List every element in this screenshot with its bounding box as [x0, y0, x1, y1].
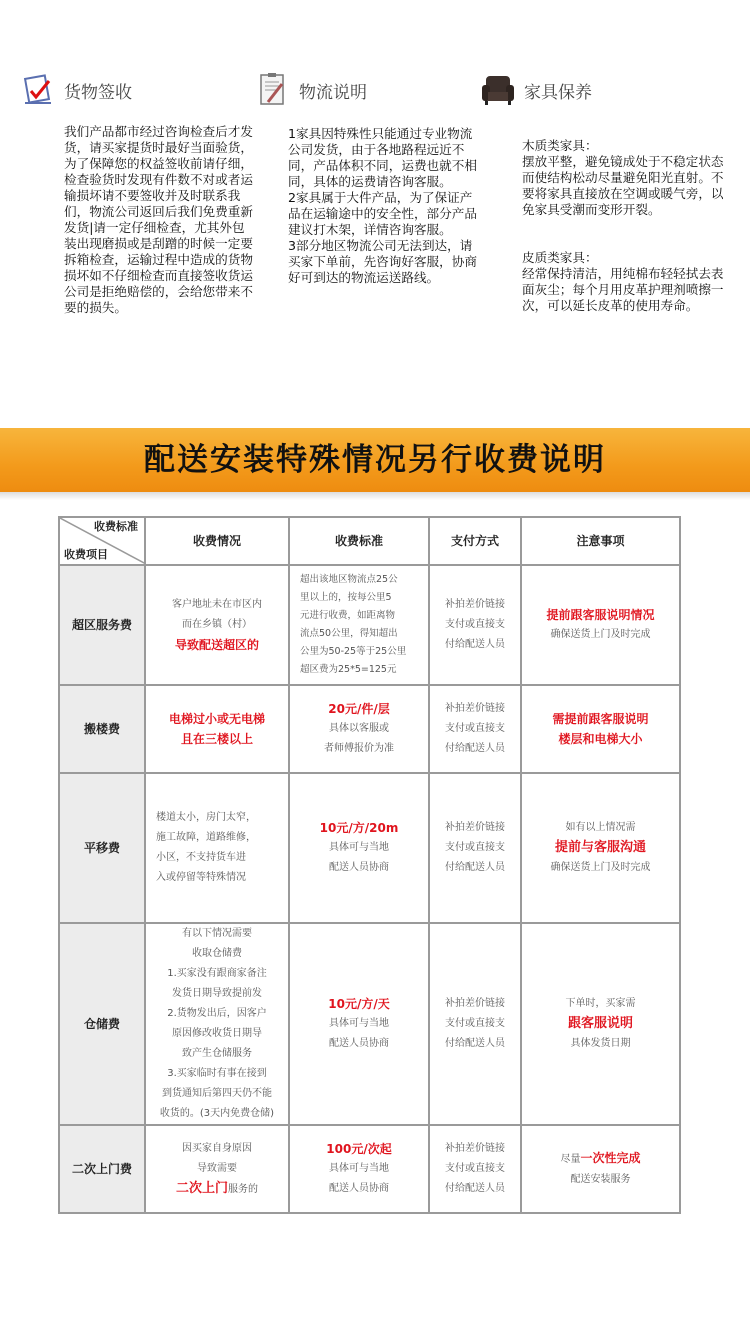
situation-line: 原因修改收货日期导 — [172, 1028, 262, 1039]
situation-line: 入或停留等特殊情况 — [156, 872, 246, 883]
standard-line: 公里为50-25等于25公里 — [300, 646, 407, 657]
situation-cell — [145, 773, 289, 923]
standard-cell — [289, 685, 429, 773]
section-body: 我们产品都市经过咨询检查后才发货，请买家提货时最好当面验货，为了保障您的权益签收前请仔细，检查验货时发现有件数不对或者运输损坏请不要签收并及时联系我们，物流公司返回后我们免费重新发货|请一定仔细检查，尤其外包装出现磨损或是刮蹭的时候一定要拆箱检查，运输过程中造成的货物损坏如不仔细检查而直接签收货运公司是拒绝赔偿的，会给您带来不要的损失。 — [64, 124, 253, 315]
situation-line: 楼道太小，房门太窄， — [156, 812, 256, 823]
row-name: 超区服务费 — [59, 565, 145, 685]
situation-line: 而在乡镇（村） — [182, 619, 252, 630]
table-row — [59, 923, 680, 1125]
note-highlight: 一次性完成 — [580, 1151, 641, 1165]
payment-line: 支付或直接支 — [445, 1163, 505, 1174]
standard-line: 超出该地区物流点25公 — [300, 574, 398, 585]
situation-suffix: 服务的 — [228, 1183, 258, 1195]
standard-highlight: 100元/次起 — [326, 1142, 392, 1156]
payment-line: 付给配送人员 — [445, 862, 505, 873]
standard-highlight: 10元/方/天 — [328, 997, 390, 1011]
standard-highlight: 10元/方/20m — [319, 821, 399, 835]
situation-line-mixed — [146, 1179, 288, 1200]
header-note: 注意事项 — [521, 517, 680, 565]
section-body: 1家具因特殊性只能通过专业物流公司发货，由于各地路程远近不同，产品体积不同，运费也就不相同，具体的运费请咨询客服。 2家具属于大件产品，为了保证产品在运输途中的安全性，部分产品建议打木架，详情咨询客服。 3部分地区物流公司无法到达，请买家下单前，先咨询好客服，协商好可到达的物流运送路线。 — [288, 126, 477, 285]
note-cell — [521, 565, 680, 685]
situation-line: 有以下情况需要 — [182, 928, 252, 939]
standard-line: 配送人员协商 — [329, 862, 389, 873]
note-prefix: 尽量 — [560, 1154, 581, 1165]
table-row — [59, 1125, 680, 1213]
standard-line: 流点50公里，得知超出 — [300, 628, 398, 639]
payment-line: 支付或直接支 — [445, 1018, 505, 1029]
note-cell — [521, 685, 680, 773]
payment-cell — [429, 1125, 521, 1213]
situation-line: 3.买家临时有事在接到 — [167, 1068, 267, 1079]
payment-line: 付给配送人员 — [445, 743, 505, 754]
section-title: 物流说明 — [299, 82, 367, 103]
row-name: 仓储费 — [59, 923, 145, 1125]
situation-line: 因买家自身原因 — [182, 1142, 252, 1154]
row-name: 平移费 — [59, 773, 145, 923]
payment-line: 付给配送人员 — [445, 639, 505, 650]
standard-cell — [289, 773, 429, 923]
situation-line: 导致需要 — [197, 1162, 237, 1174]
situation-highlight: 电梯过小或无电梯 — [168, 712, 265, 726]
row-name: 搬楼费 — [59, 685, 145, 773]
standard-cell — [289, 565, 429, 685]
leather-care-text: 皮质类家具： 经常保持清洁，用纯棉布轻轻拭去表面灰尘；每个月用皮革护理剂喷擦一次，可以延长皮革的使用寿命。 — [522, 250, 724, 313]
row-name: 二次上门费 — [59, 1125, 145, 1213]
payment-line: 支付或直接支 — [445, 723, 505, 734]
armchair-icon — [480, 72, 516, 108]
situation-cell — [145, 685, 289, 773]
payment-line: 补拍差价链接 — [445, 599, 505, 610]
table-header-row — [59, 517, 680, 565]
clipboard-check-icon — [20, 72, 56, 108]
note-highlight: 楼层和电梯大小 — [558, 732, 643, 746]
table-row — [59, 685, 680, 773]
section-body — [480, 122, 732, 346]
payment-cell — [429, 773, 521, 923]
standard-line: 配送人员协商 — [329, 1038, 389, 1049]
standard-line: 配送人员协商 — [329, 1183, 389, 1194]
standard-line: 者师傅报价为准 — [324, 743, 394, 754]
standard-line: 里以上的，按每公里5 — [300, 592, 392, 603]
note-highlight: 提前跟客服说明情况 — [546, 608, 655, 622]
diag-bottom-label: 收费项目 — [64, 548, 108, 561]
note-line: 确保送货上门及时完成 — [550, 862, 651, 873]
situation-line: 小区，不支持货车进 — [156, 852, 246, 863]
standard-highlight: 20元/件/层 — [328, 702, 390, 716]
standard-line: 超区费为25*5=125元 — [300, 664, 397, 675]
standard-cell — [289, 923, 429, 1125]
note-cell — [521, 773, 680, 923]
payment-line: 补拍差价链接 — [445, 703, 505, 714]
situation-cell — [145, 923, 289, 1125]
header-standard: 收费标准 — [289, 517, 429, 565]
diagonal-header-cell — [59, 517, 145, 565]
section-receipt — [20, 70, 253, 316]
situation-line: 到货通知后第四天仍不能 — [162, 1088, 272, 1099]
situation-highlight: 二次上门 — [175, 1180, 228, 1196]
document-pen-icon — [255, 72, 291, 108]
standard-line: 具体可与当地 — [329, 1018, 389, 1029]
situation-cell — [145, 1125, 289, 1213]
payment-line: 补拍差价链接 — [445, 998, 505, 1009]
table-row — [59, 565, 680, 685]
wood-care-text: 木质类家具： 摆放平整，避免镜成处于不稳定状态而使结构松动尽量避免阳光直射。不要将家具直接放在空调或暖气旁，以免家具受潮而变形开裂。 — [522, 138, 724, 217]
note-line: 如有以上情况需 — [565, 822, 636, 833]
table-row — [59, 773, 680, 923]
standard-line: 元进行收费，如距离物 — [300, 610, 396, 621]
situation-line: 客户地址未在市区内 — [172, 599, 262, 610]
situation-line: 收取仓储费 — [192, 948, 242, 959]
situation-line: 2.货物发出后，因客户 — [167, 1008, 267, 1019]
note-line: 确保送货上门及时完成 — [550, 629, 651, 640]
section-title: 家具保养 — [524, 82, 592, 103]
standard-line: 具体以客服或 — [329, 723, 389, 734]
note-line: 配送安装服务 — [570, 1174, 631, 1185]
payment-line: 付给配送人员 — [445, 1183, 505, 1194]
situation-line: 发货日期导致提前发 — [172, 988, 262, 999]
payment-cell — [429, 565, 521, 685]
banner-shadow — [0, 492, 750, 500]
note-highlight: 跟客服说明 — [567, 1016, 633, 1031]
diag-top-label: 收费标准 — [94, 520, 138, 533]
payment-line: 支付或直接支 — [445, 842, 505, 853]
header-situation: 收费情况 — [145, 517, 289, 565]
note-cell — [521, 923, 680, 1125]
note-highlight: 提前与客服沟通 — [554, 840, 646, 855]
payment-line: 补拍差价链接 — [445, 822, 505, 833]
section-title: 货物签收 — [64, 82, 132, 103]
note-line: 下单时，买家需 — [565, 998, 636, 1009]
section-logistics — [255, 70, 485, 286]
situation-line: 收货的。(3天内免费仓储) — [159, 1108, 275, 1119]
situation-line: 1.买家没有跟商家备注 — [167, 968, 267, 979]
banner-title: 配送安装特殊情况另行收费说明 — [144, 442, 606, 478]
note-line: 具体发货日期 — [570, 1038, 631, 1049]
note-highlight: 需提前跟客服说明 — [552, 712, 649, 726]
header-payment: 支付方式 — [429, 517, 521, 565]
situation-highlight: 且在三楼以上 — [180, 732, 253, 746]
payment-line: 支付或直接支 — [445, 619, 505, 630]
situation-line: 致产生仓储服务 — [182, 1048, 252, 1059]
standard-line: 具体可与当地 — [329, 1163, 389, 1174]
section-care — [480, 70, 740, 346]
standard-line: 具体可与当地 — [329, 842, 389, 853]
note-line-mixed — [522, 1148, 679, 1170]
payment-cell — [429, 923, 521, 1125]
situation-highlight: 导致配送超区的 — [174, 638, 259, 652]
payment-line: 补拍差价链接 — [445, 1143, 505, 1154]
situation-cell — [145, 565, 289, 685]
situation-line: 施工故障，道路维修， — [156, 832, 256, 843]
fee-table — [58, 516, 681, 1214]
payment-cell — [429, 685, 521, 773]
payment-line: 付给配送人员 — [445, 1038, 505, 1049]
standard-cell — [289, 1125, 429, 1213]
note-cell — [521, 1125, 680, 1213]
